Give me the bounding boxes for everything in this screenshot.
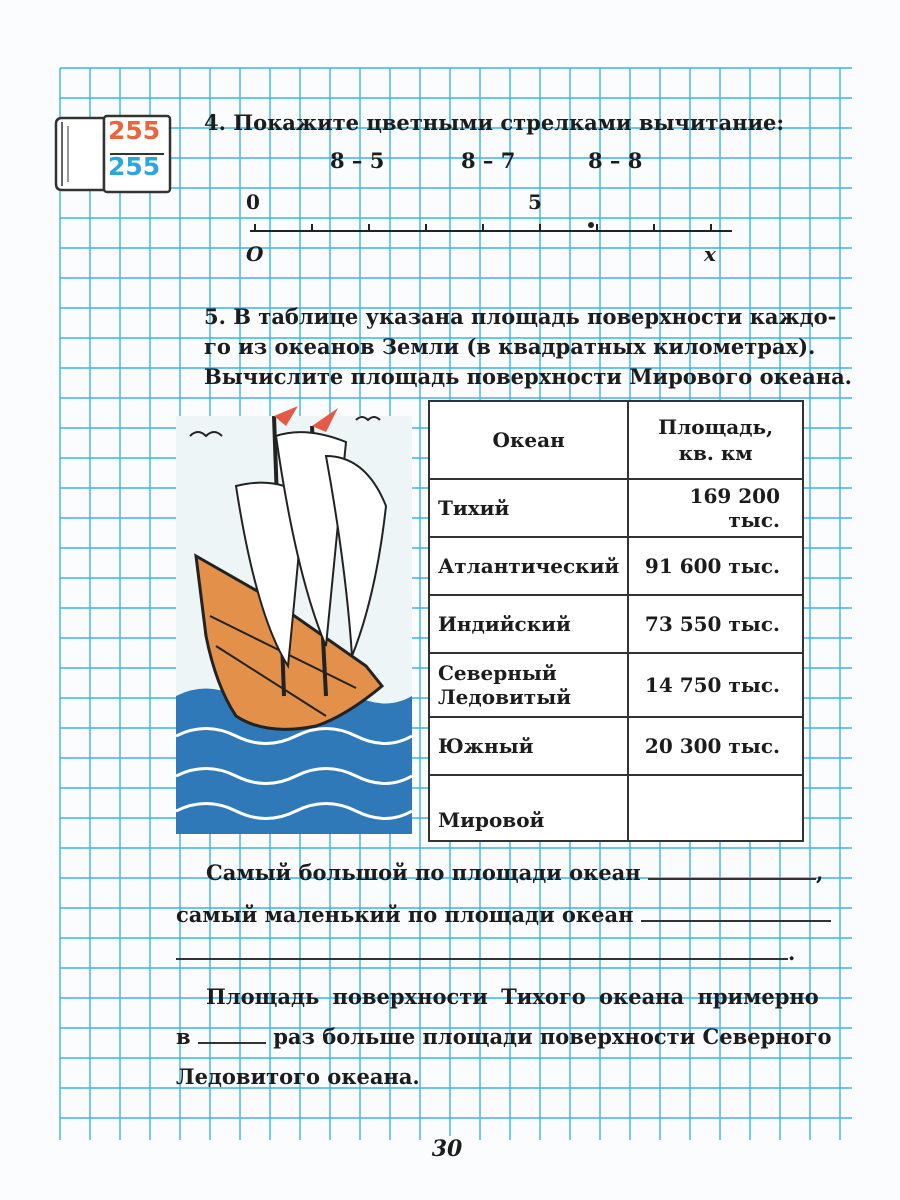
task4-number: 4. xyxy=(204,110,226,135)
ocean-name: Тихий xyxy=(429,479,628,537)
table-header-row xyxy=(429,401,803,479)
expression-3: 8 – 8 xyxy=(588,148,643,173)
page-number-box xyxy=(422,1136,472,1166)
smallest-ocean-line xyxy=(176,902,831,928)
answer-blank-ratio[interactable] xyxy=(198,1042,266,1044)
ocean-name xyxy=(429,653,628,717)
header-ocean: Океан xyxy=(429,401,628,479)
ocean-name: Южный xyxy=(429,717,628,775)
compare-line2 xyxy=(176,1024,832,1050)
ocean-area-table xyxy=(428,400,804,842)
task5-text-1: В таблице указана площадь поверхности каждо- xyxy=(233,304,837,329)
comma: , xyxy=(815,860,824,885)
ocean-name-line2: Ледовитый xyxy=(438,685,572,709)
period: . xyxy=(788,940,796,965)
number-line-origin-label: O xyxy=(246,242,264,266)
ocean-name: Мировой xyxy=(429,775,628,841)
compare-line1: Площадь поверхности Тихого океана примерно xyxy=(206,984,819,1009)
table-row xyxy=(429,479,803,537)
expression-2: 8 – 7 xyxy=(461,148,516,173)
table-row xyxy=(429,775,803,841)
sailing-ship-illustration xyxy=(176,396,416,836)
number-line-dot xyxy=(588,222,594,228)
number-line xyxy=(240,212,740,242)
number-line-zero-label: 0 xyxy=(246,190,260,214)
badge-top-number: 255 xyxy=(108,116,161,145)
header-area-line1: Площадь, xyxy=(658,415,774,439)
task5-number: 5. xyxy=(204,304,226,329)
book-badge xyxy=(52,112,172,196)
compare-in: в xyxy=(176,1024,191,1049)
task4-heading xyxy=(204,110,784,136)
table-row xyxy=(429,717,803,775)
compare-rest: раз больше площади поверхности Северного xyxy=(273,1024,832,1049)
task5-line2: го из океанов Земли (в квадратных километрах). xyxy=(204,334,816,359)
ocean-name: Индийский xyxy=(429,595,628,653)
header-area xyxy=(628,401,803,479)
badge-bottom-number: 255 xyxy=(108,152,161,181)
continuation-line xyxy=(176,940,795,966)
ocean-name-line1: Северный xyxy=(438,661,557,685)
ocean-area-answer xyxy=(628,775,803,841)
table-row xyxy=(429,595,803,653)
ocean-area: 91 600 тыс. xyxy=(628,537,803,595)
answer-blank-largest[interactable] xyxy=(648,878,816,880)
ocean-area: 169 200 тыс. xyxy=(628,479,803,537)
smallest-ocean-text: самый маленький по площади океан xyxy=(176,902,634,927)
number-line-five-label: 5 xyxy=(528,190,542,214)
number-line-axis-label: x xyxy=(704,242,716,266)
ocean-area: 20 300 тыс. xyxy=(628,717,803,775)
task5-line3: Вычислите площадь поверхности Мирового океана. xyxy=(204,364,852,389)
table-row xyxy=(429,653,803,717)
ocean-area: 14 750 тыс. xyxy=(628,653,803,717)
table-row xyxy=(429,537,803,595)
answer-blank-continuation[interactable] xyxy=(176,958,788,960)
page-number: 30 xyxy=(431,1136,463,1162)
largest-ocean-line xyxy=(206,860,823,886)
compare-line3: Ледовитого океана. xyxy=(176,1064,420,1089)
task5-line1 xyxy=(204,304,836,330)
expression-1: 8 – 5 xyxy=(330,148,385,173)
header-area-line2: кв. км xyxy=(678,441,753,465)
ocean-name: Атлантический xyxy=(429,537,628,595)
answer-blank-smallest[interactable] xyxy=(641,920,831,922)
ocean-area: 73 550 тыс. xyxy=(628,595,803,653)
task4-text: Покажите цветными стрелками вычитание: xyxy=(233,110,785,135)
largest-ocean-text: Самый большой по площади океан xyxy=(206,860,641,885)
